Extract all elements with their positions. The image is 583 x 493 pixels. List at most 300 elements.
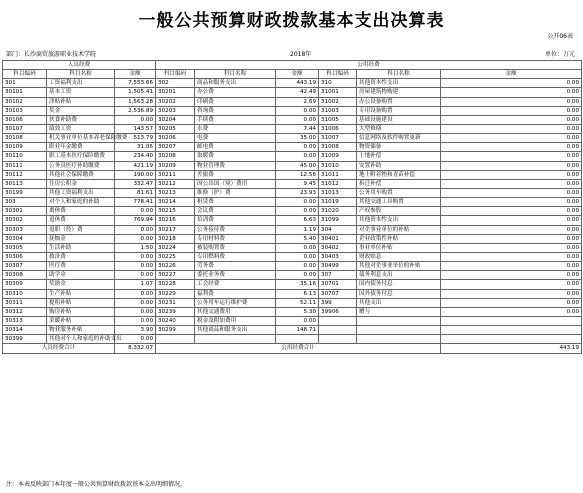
public-b-name-cell: 房屋建筑物购建	[357, 88, 441, 97]
col-header-amount: 金额	[276, 70, 319, 79]
public-b-name-cell: 债务利息支出	[357, 271, 441, 280]
public-a-code-cell: 30228	[156, 280, 195, 289]
public-a-amount-cell: 0.00	[276, 198, 319, 207]
personnel-name-cell: 基本工资	[47, 88, 115, 97]
table-row	[3, 198, 582, 207]
public-b-code-cell: 31099	[319, 216, 357, 225]
personnel-amount-cell: 81.61	[115, 188, 156, 197]
public-a-name-cell	[195, 335, 276, 344]
public-a-code-cell: 30240	[156, 316, 195, 325]
public-a-amount-cell: 42.49	[276, 88, 319, 97]
public-b-name-cell: 其他交通工具购置	[357, 198, 441, 207]
public-b-amount-cell: 0.00	[441, 188, 582, 197]
public-a-amount-cell: 2.69	[276, 97, 319, 106]
personnel-code-cell: 30308	[3, 271, 47, 280]
public-b-amount-cell: 0.00	[441, 115, 582, 124]
public-a-name-cell: 租赁费	[195, 198, 276, 207]
public-a-code-cell: 30231	[156, 298, 195, 307]
public-a-code-cell: 30201	[156, 88, 195, 97]
personnel-amount-cell: 769.94	[115, 216, 156, 225]
total-row	[3, 344, 582, 353]
personnel-code-cell: 30111	[3, 161, 47, 170]
public-a-code-cell: 30216	[156, 216, 195, 225]
public-b-amount-cell: 0.00	[441, 79, 582, 88]
public-b-amount-cell: 0.00	[441, 134, 582, 143]
personnel-code-cell: 30112	[3, 170, 47, 179]
personnel-name-cell: 奖金	[47, 106, 115, 115]
public-b-amount-cell	[441, 326, 582, 335]
public-a-amount-cell: 443.19	[276, 79, 319, 88]
public-a-name-cell: 商品和服务支出	[195, 79, 276, 88]
public-a-code-cell: 30215	[156, 207, 195, 216]
personnel-name-cell: 助学金	[47, 271, 115, 280]
public-a-name-cell: 福利费	[195, 289, 276, 298]
personnel-code-cell: 303	[3, 198, 47, 207]
public-a-amount-cell: 23.93	[276, 188, 319, 197]
public-a-code-cell: 30207	[156, 143, 195, 152]
personnel-code-cell: 30109	[3, 143, 47, 152]
public-b-amount-cell: 0.00	[441, 289, 582, 298]
personnel-code-cell: 30307	[3, 262, 47, 271]
personnel-amount-cell: 513.79	[115, 134, 156, 143]
public-a-code-cell: 30227	[156, 271, 195, 280]
public-b-name-cell: 公务用车购置	[357, 188, 441, 197]
public-b-name-cell: 办公设备购置	[357, 97, 441, 106]
table-row	[3, 188, 582, 197]
table-row	[3, 326, 582, 335]
public-a-code-cell: 30226	[156, 262, 195, 271]
personnel-name-cell: 其他对个人和家庭的补助支出	[47, 335, 115, 344]
public-b-amount-cell: 0.00	[441, 243, 582, 252]
personnel-code-cell: 30102	[3, 97, 47, 106]
public-a-code-cell: 30211	[156, 170, 195, 179]
col-header-amount: 金额	[441, 70, 582, 79]
public-b-code-cell: 31006	[319, 124, 357, 133]
table-row	[3, 115, 582, 124]
personnel-amount-cell: 0.00	[115, 298, 156, 307]
public-a-code-cell: 30205	[156, 124, 195, 133]
public-a-name-cell: 物业管理费	[195, 161, 276, 170]
public-b-amount-cell	[441, 316, 582, 325]
public-a-name-cell: 印刷费	[195, 97, 276, 106]
personnel-amount-cell: 0.00	[115, 252, 156, 261]
public-a-amount-cell: 6.13	[276, 289, 319, 298]
public-a-name-cell: 专用燃料费	[195, 252, 276, 261]
public-a-code-cell: 30239	[156, 307, 195, 316]
public-a-amount-cell: 5.30	[276, 307, 319, 316]
public-b-name-cell: 国内债务付息	[357, 280, 441, 289]
public-a-amount-cell: 9.45	[276, 179, 319, 188]
public-a-amount-cell: 0.00	[276, 316, 319, 325]
public-a-code-cell: 30224	[156, 243, 195, 252]
public-b-name-cell: 其他支出	[357, 298, 441, 307]
personnel-name-cell: 住房公积金	[47, 179, 115, 188]
public-b-amount-cell: 0.00	[441, 216, 582, 225]
table-row	[3, 234, 582, 243]
col-header-name: 科目名称	[47, 70, 115, 79]
personnel-amount-cell: 0.00	[115, 316, 156, 325]
public-a-code-cell: 30299	[156, 326, 195, 335]
public-b-code-cell: 31009	[319, 152, 357, 161]
personnel-name-cell: 其他社会保障缴费	[47, 170, 115, 179]
table-row	[3, 207, 582, 216]
personnel-amount-cell: 0.00	[115, 262, 156, 271]
public-b-code-cell: 307	[319, 271, 357, 280]
public-b-amount-cell: 0.00	[441, 298, 582, 307]
public-b-amount-cell: 0.00	[441, 234, 582, 243]
public-b-code-cell: 31008	[319, 143, 357, 152]
footnote: 注：本表反映部门本年度一般公共预算财政拨款基本支出明细情况。	[6, 481, 187, 488]
table-body	[3, 79, 582, 344]
public-a-amount-cell: 0.00	[276, 271, 319, 280]
public-a-amount-cell: 0.00	[276, 152, 319, 161]
personnel-name-cell: 退职（役）费	[47, 225, 115, 234]
table-row	[3, 179, 582, 188]
public-a-name-cell: 会议费	[195, 207, 276, 216]
public-b-code-cell: 31002	[319, 97, 357, 106]
col-header-amount: 金额	[115, 70, 156, 79]
public-b-amount-cell: 0.00	[441, 88, 582, 97]
public-a-amount-cell: 35.00	[276, 134, 319, 143]
personnel-name-cell: 工资福利支出	[47, 79, 115, 88]
public-a-amount-cell: 0.00	[276, 243, 319, 252]
table-row	[3, 243, 582, 252]
public-b-name-cell: 基础设施建设	[357, 115, 441, 124]
personnel-name-cell: 奖励金	[47, 280, 115, 289]
personnel-name-cell: 职业年金缴费	[47, 143, 115, 152]
personnel-amount-cell: 143.57	[115, 124, 156, 133]
personnel-name-cell: 机关事业单位基本养老保险缴费	[47, 134, 115, 143]
expenditure-table	[2, 60, 582, 354]
public-a-name-cell: 培训费	[195, 216, 276, 225]
personnel-name-cell: 医疗费	[47, 262, 115, 271]
public-b-amount-cell: 0.00	[441, 252, 582, 261]
public-a-code-cell: 30206	[156, 134, 195, 143]
public-a-name-cell: 手续费	[195, 115, 276, 124]
col-header-name: 科目名称	[195, 70, 276, 79]
personnel-amount-cell: 31.05	[115, 143, 156, 152]
public-a-name-cell: 取暖费	[195, 152, 276, 161]
table-row	[3, 216, 582, 225]
personnel-amount-cell: 1,563.28	[115, 97, 156, 106]
personnel-amount-cell: 0.00	[115, 234, 156, 243]
personnel-amount-cell: 1.50	[115, 243, 156, 252]
public-b-code-cell: 31001	[319, 88, 357, 97]
public-b-name-cell: 其他资本性支出	[357, 216, 441, 225]
public-b-name-cell: 大型修缮	[357, 124, 441, 133]
public-b-name-cell: 对企事业单位的补贴	[357, 225, 441, 234]
table-row	[3, 335, 582, 344]
public-b-amount-cell: 0.00	[441, 280, 582, 289]
public-b-amount-cell: 0.00	[441, 161, 582, 170]
personnel-code-cell: 30107	[3, 124, 47, 133]
public-b-code-cell: 30401	[319, 234, 357, 243]
personnel-code-cell: 30108	[3, 134, 47, 143]
personnel-name-cell: 津贴补贴	[47, 97, 115, 106]
public-a-amount-cell: 7.44	[276, 124, 319, 133]
public-b-code-cell: 30403	[319, 252, 357, 261]
personnel-code-cell: 301	[3, 79, 47, 88]
public-a-name-cell: 电费	[195, 134, 276, 143]
personnel-name-cell: 提租补贴	[47, 298, 115, 307]
public-b-code-cell	[319, 335, 357, 344]
public-b-code-cell	[319, 316, 357, 325]
personnel-amount-cell: 2,536.89	[115, 106, 156, 115]
personnel-amount-cell: 7,553.66	[115, 79, 156, 88]
public-a-code-cell: 30204	[156, 115, 195, 124]
year-label: 2018年	[290, 51, 312, 58]
public-b-name-cell: 拆迁补偿	[357, 179, 441, 188]
public-b-amount-cell: 0.00	[441, 225, 582, 234]
public-b-name-cell: 土地补偿	[357, 152, 441, 161]
table-row	[3, 97, 582, 106]
public-b-name-cell: 产权参股	[357, 207, 441, 216]
public-b-name-cell: 安置补助	[357, 161, 441, 170]
personnel-total-value: 8,332.07	[115, 344, 156, 353]
personnel-name-cell: 伙食补助费	[47, 115, 115, 124]
public-b-name-cell: 物资储备	[357, 143, 441, 152]
public-b-code-cell: 31010	[319, 161, 357, 170]
personnel-name-cell: 采暖补贴	[47, 316, 115, 325]
public-a-name-cell: 咨询费	[195, 106, 276, 115]
personnel-code-cell: 30399	[3, 335, 47, 344]
public-b-name-cell: 地上附着物和青苗补偿	[357, 170, 441, 179]
public-b-code-cell: 30402	[319, 243, 357, 252]
public-a-name-cell: 差旅费	[195, 170, 276, 179]
personnel-code-cell: 30311	[3, 298, 47, 307]
personnel-name-cell: 生产补贴	[47, 289, 115, 298]
personnel-amount-cell: 0.00	[115, 225, 156, 234]
public-a-amount-cell: 12.56	[276, 170, 319, 179]
public-b-amount-cell: 0.00	[441, 198, 582, 207]
public-a-amount-cell: 0.00	[276, 207, 319, 216]
personnel-name-cell: 其他工资福利支出	[47, 188, 115, 197]
personnel-code-cell: 30310	[3, 289, 47, 298]
public-b-code-cell: 31012	[319, 179, 357, 188]
table-row	[3, 124, 582, 133]
public-b-name-cell: 国外债务付息	[357, 289, 441, 298]
public-b-name-cell: 事业单位补贴	[357, 243, 441, 252]
col-header-code: 科目编码	[3, 70, 47, 79]
public-a-code-cell: 30213	[156, 188, 195, 197]
personnel-amount-cell: 1.07	[115, 280, 156, 289]
public-a-amount-cell: 6.63	[276, 216, 319, 225]
personnel-name-cell: 物业服务补贴	[47, 326, 115, 335]
public-a-name-cell: 委托业务费	[195, 271, 276, 280]
public-b-code-cell: 399	[319, 298, 357, 307]
info-row	[0, 49, 583, 59]
public-b-code-cell: 304	[319, 225, 357, 234]
personnel-amount-cell: 0.00	[115, 335, 156, 344]
personnel-name-cell: 购房补贴	[47, 307, 115, 316]
table-row	[3, 271, 582, 280]
personnel-amount-cell: 0.00	[115, 207, 156, 216]
public-b-amount-cell: 0.00	[441, 106, 582, 115]
public-a-amount-cell: 148.71	[276, 326, 319, 335]
public-a-amount-cell	[276, 335, 319, 344]
public-b-code-cell: 30707	[319, 289, 357, 298]
public-a-name-cell: 其他交通费用	[195, 307, 276, 316]
personnel-amount-cell: 332.47	[115, 179, 156, 188]
public-a-code-cell: 30217	[156, 225, 195, 234]
public-b-code-cell: 30499	[319, 262, 357, 271]
table-row	[3, 289, 582, 298]
personnel-code-cell: 30113	[3, 179, 47, 188]
department-label: 部门：长沙商贸旅游职业技术学院	[6, 51, 97, 58]
public-b-code-cell: 31005	[319, 115, 357, 124]
public-b-name-cell: 其他对企事业单位的补贴	[357, 262, 441, 271]
public-b-name-cell	[357, 316, 441, 325]
table-row	[3, 79, 582, 88]
public-a-amount-cell: 0.00	[276, 143, 319, 152]
personnel-amount-cell: 778.41	[115, 198, 156, 207]
personnel-name-cell: 对个人和家庭的补助	[47, 198, 115, 207]
public-a-amount-cell: 0.00	[276, 252, 319, 261]
public-a-code-cell	[156, 335, 195, 344]
public-b-name-cell: 赠与	[357, 307, 441, 316]
personnel-code-cell: 30305	[3, 243, 47, 252]
personnel-section-header: 人员经费	[3, 61, 156, 70]
public-b-code-cell: 31007	[319, 134, 357, 143]
personnel-code-cell: 30306	[3, 252, 47, 261]
table-row	[3, 88, 582, 97]
personnel-amount-cell: 234.40	[115, 152, 156, 161]
public-b-name-cell: 其他资本性支出	[357, 79, 441, 88]
personnel-code-cell: 30103	[3, 106, 47, 115]
public-a-name-cell: 税金及附加费用	[195, 316, 276, 325]
table-row	[3, 280, 582, 289]
public-a-amount-cell: 0.00	[276, 262, 319, 271]
public-a-amount-cell: 0.00	[276, 106, 319, 115]
public-a-name-cell: 工会经费	[195, 280, 276, 289]
public-a-amount-cell: 0.00	[276, 115, 319, 124]
personnel-name-cell: 职工基本医疗保险缴费	[47, 152, 115, 161]
public-b-amount-cell: 0.00	[441, 179, 582, 188]
personnel-amount-cell: 1,505.41	[115, 88, 156, 97]
unit-label: 单位：万元	[544, 51, 575, 58]
col-header-name: 科目名称	[357, 70, 441, 79]
public-b-amount-cell: 0.00	[441, 207, 582, 216]
public-b-amount-cell: 0.00	[441, 262, 582, 271]
personnel-name-cell: 救济费	[47, 252, 115, 261]
personnel-code-cell: 30313	[3, 316, 47, 325]
personnel-total-label: 人员经费合计	[3, 344, 115, 353]
personnel-code-cell: 30303	[3, 225, 47, 234]
public-a-name-cell: 公务用车运行维护费	[195, 298, 276, 307]
table-row	[3, 161, 582, 170]
public-a-code-cell: 30202	[156, 97, 195, 106]
table-number: 公开06表	[547, 33, 573, 40]
public-a-code-cell: 30218	[156, 234, 195, 243]
public-a-name-cell: 劳务费	[195, 262, 276, 271]
public-b-name-cell: 企业政策性补贴	[357, 234, 441, 243]
table-row	[3, 252, 582, 261]
public-b-name-cell: 信息网络及软件购置更新	[357, 134, 441, 143]
personnel-name-cell: 生活补助	[47, 243, 115, 252]
personnel-name-cell: 绩效工资	[47, 124, 115, 133]
personnel-name-cell: 退休费	[47, 216, 115, 225]
personnel-code-cell: 30302	[3, 216, 47, 225]
public-b-amount-cell: 0.00	[441, 143, 582, 152]
personnel-amount-cell: 190.00	[115, 170, 156, 179]
public-b-code-cell: 31019	[319, 198, 357, 207]
personnel-code-cell: 30110	[3, 152, 47, 161]
public-a-code-cell: 30209	[156, 161, 195, 170]
public-b-amount-cell: 0.00	[441, 152, 582, 161]
public-a-name-cell: 办公费	[195, 88, 276, 97]
public-b-name-cell	[357, 326, 441, 335]
public-a-amount-cell: 5.40	[276, 234, 319, 243]
public-a-code-cell: 30229	[156, 289, 195, 298]
personnel-code-cell: 30101	[3, 88, 47, 97]
table-row	[3, 134, 582, 143]
public-a-code-cell: 30208	[156, 152, 195, 161]
personnel-name-cell: 离休费	[47, 207, 115, 216]
public-b-code-cell: 31003	[319, 106, 357, 115]
public-a-name-cell: 因公出国（境）费用	[195, 179, 276, 188]
public-b-code-cell: 31020	[319, 207, 357, 216]
col-header-code: 科目编码	[156, 70, 195, 79]
personnel-name-cell: 抚恤金	[47, 234, 115, 243]
table-row	[3, 262, 582, 271]
table-row	[3, 152, 582, 161]
public-a-name-cell: 维修（护）费	[195, 188, 276, 197]
table-row	[3, 225, 582, 234]
public-total-value: 443.19	[441, 344, 582, 353]
personnel-amount-cell: 0.00	[115, 289, 156, 298]
public-a-code-cell: 30212	[156, 179, 195, 188]
table-row	[3, 298, 582, 307]
public-a-amount-cell: 35.16	[276, 280, 319, 289]
public-a-code-cell: 30225	[156, 252, 195, 261]
public-a-name-cell: 水费	[195, 124, 276, 133]
personnel-code-cell: 30106	[3, 115, 47, 124]
personnel-code-cell: 30301	[3, 207, 47, 216]
personnel-amount-cell: 0.00	[115, 307, 156, 316]
public-b-code-cell	[319, 326, 357, 335]
section-header-row	[3, 61, 582, 70]
public-b-code-cell: 30701	[319, 280, 357, 289]
public-a-name-cell: 其他商品和服务支出	[195, 326, 276, 335]
table-row	[3, 307, 582, 316]
public-a-name-cell: 专用材料费	[195, 234, 276, 243]
public-b-name-cell: 财政贴息	[357, 252, 441, 261]
table-row	[3, 316, 582, 325]
personnel-code-cell: 30309	[3, 280, 47, 289]
public-a-code-cell: 30214	[156, 198, 195, 207]
page-title: 一般公共预算财政拨款基本支出决算表	[138, 11, 445, 31]
column-header-row	[3, 70, 582, 79]
table-row	[3, 170, 582, 179]
public-b-amount-cell: 0.00	[441, 124, 582, 133]
public-b-code-cell: 310	[319, 79, 357, 88]
public-b-code-cell: 39906	[319, 307, 357, 316]
personnel-name-cell: 公务员医疗补助缴费	[47, 161, 115, 170]
public-b-code-cell: 31011	[319, 170, 357, 179]
public-a-amount-cell: 45.00	[276, 161, 319, 170]
public-a-name-cell: 公务接待费	[195, 225, 276, 234]
public-a-code-cell: 30203	[156, 106, 195, 115]
public-a-code-cell: 302	[156, 79, 195, 88]
public-section-header: 公用经费	[156, 61, 582, 70]
personnel-amount-cell: 3.90	[115, 326, 156, 335]
personnel-amount-cell: 0.00	[115, 271, 156, 280]
personnel-code-cell: 30199	[3, 188, 47, 197]
public-a-amount-cell: 1.19	[276, 225, 319, 234]
public-b-amount-cell: 0.00	[441, 97, 582, 106]
personnel-amount-cell: 421.19	[115, 161, 156, 170]
public-b-amount-cell: 0.00	[441, 307, 582, 316]
